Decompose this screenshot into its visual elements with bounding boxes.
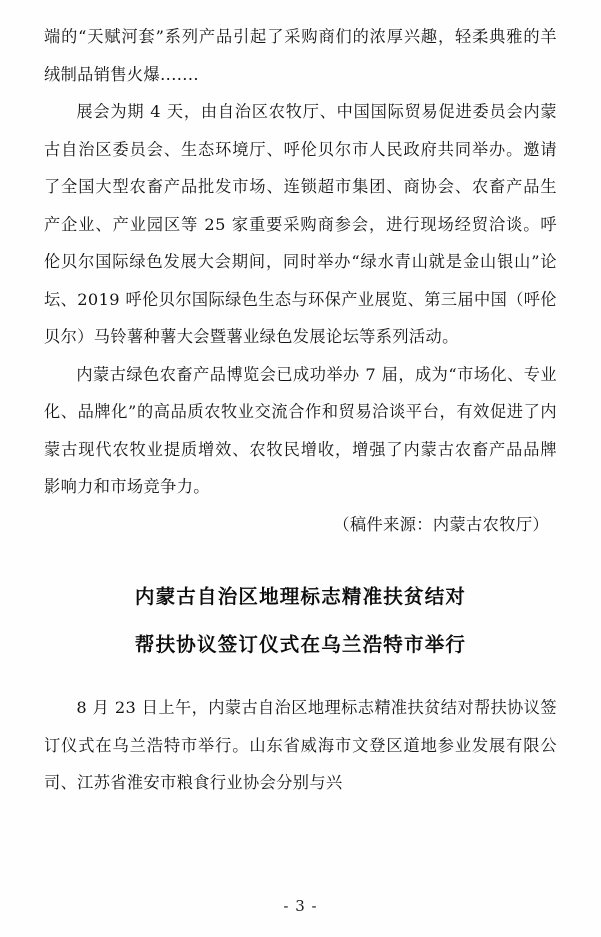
page-number: - 3 - bbox=[283, 897, 318, 915]
paragraph-3: 8 月 23 日上午，内蒙古自治区地理标志精准扶贫结对帮扶协议签订仪式在乌兰浩特市举行。山东省威海市文登区道地参业发展有限公司、江苏省淮安市粮食行业协会分别与兴 bbox=[44, 698, 557, 792]
paragraph-1: 展会为期 4 天，由自治区农牧厅、中国国际贸易促进委员会内蒙古自治区委员会、生态环境厅、呼伦贝尔市人民政府共同举办。邀请了全国大型农畜产品批发市场、连锁超市集团、商协会、农畜产品生产企业、产业园区等 25 家重要采购商参会，进行现场经贸洽谈。呼伦贝尔国际绿色发展大会期间，同时举办“绿水青山就是金山银山”论坛、2019 呼伦贝尔国际绿色生态与环保产业展览、第三届中国（呼伦贝尔）马铃薯种薯大会暨薯业绿色发展论坛等系列活动。 bbox=[44, 102, 557, 346]
headline-line-1: 内蒙古自治区地理标志精准扶贫结对 bbox=[134, 585, 467, 608]
article-body-second bbox=[44, 689, 557, 802]
paragraph-continuation: 端的“天赋河套”系列产品引起了采购商们的浓厚兴趣，轻柔典雅的羊绒制品销售火爆....... bbox=[44, 27, 557, 84]
source-note: （稿件来源：内蒙古农牧厅） bbox=[333, 514, 549, 534]
headline-line-2: 帮扶协议签订仪式在乌兰浩特市举行 bbox=[134, 633, 467, 656]
headline-block bbox=[44, 573, 557, 669]
paragraph-2: 内蒙古绿色农畜产品博览会已成功举办 7 届，成为“市场化、专业化、品牌化”的高品质农牧业交流合作和贸易洽谈平台，有效促进了内蒙古现代农牧业提质增效、农牧民增收，增强了内蒙古农畜产品品牌影响力和市场竞争力。 bbox=[44, 364, 557, 496]
article-body bbox=[44, 18, 557, 543]
